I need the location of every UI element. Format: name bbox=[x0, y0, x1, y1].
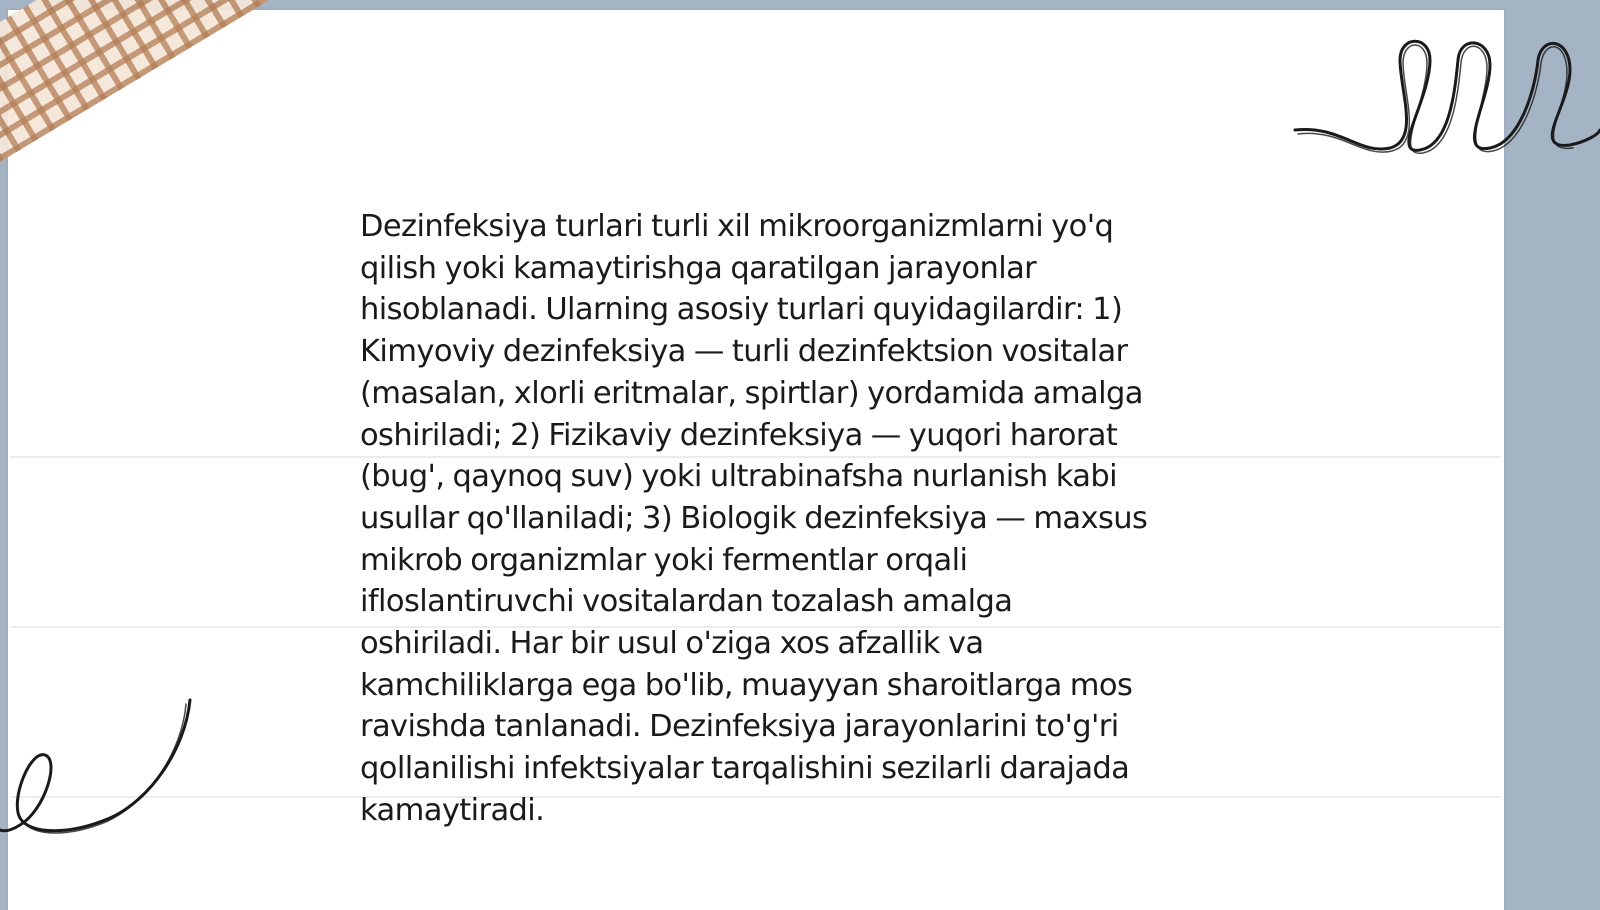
text-line: (masalan, xlorli eritmalar, spirtlar) yordamida amalga bbox=[360, 375, 1143, 411]
text-line: usullar qo'llaniladi; 3) Biologik dezinfeksiya — maxsus bbox=[360, 500, 1148, 536]
swirl-stroke-icon bbox=[0, 690, 200, 850]
text-line: kamchiliklarga ega bo'lib, muayyan sharoitlarga mos bbox=[360, 667, 1133, 703]
text-line: ravishda tanlanadi. Dezinfeksiya jarayonlarini to'g'ri bbox=[360, 709, 1119, 745]
text-line: (bug', qaynoq suv) yoki ultrabinafsha nurlanish kabi bbox=[360, 459, 1118, 495]
text-line: qollanilishi infektsiyalar tarqalishini sezilarli darajada bbox=[360, 751, 1130, 787]
text-line: oshiriladi. Har bir usul o'ziga xos afzallik va bbox=[360, 626, 984, 662]
loopy-squiggle-icon bbox=[1280, 30, 1600, 170]
text-line: Kimyoviy dezinfeksiya — turli dezinfektsion vositalar bbox=[360, 334, 1128, 370]
text-line: kamaytiradi. bbox=[360, 792, 545, 828]
text-line: hisoblanadi. Ularning asosiy turlari quyidagilardir: 1) bbox=[360, 292, 1123, 328]
text-line: mikrob organizmlar yoki fermentlar orqali bbox=[360, 542, 968, 578]
text-line: oshiriladi; 2) Fizikaviy dezinfeksiya — yuqori harorat bbox=[360, 417, 1118, 453]
text-line: Dezinfeksiya turlari turli xil mikroorganizmlarni yo'q bbox=[360, 209, 1114, 244]
text-line: qilish yoki kamaytirishga qaratilgan jarayonlar bbox=[360, 250, 1037, 286]
body-text bbox=[360, 206, 1240, 832]
text-line: ifloslantiruvchi vositalardan tozalash amalga bbox=[360, 584, 1013, 620]
